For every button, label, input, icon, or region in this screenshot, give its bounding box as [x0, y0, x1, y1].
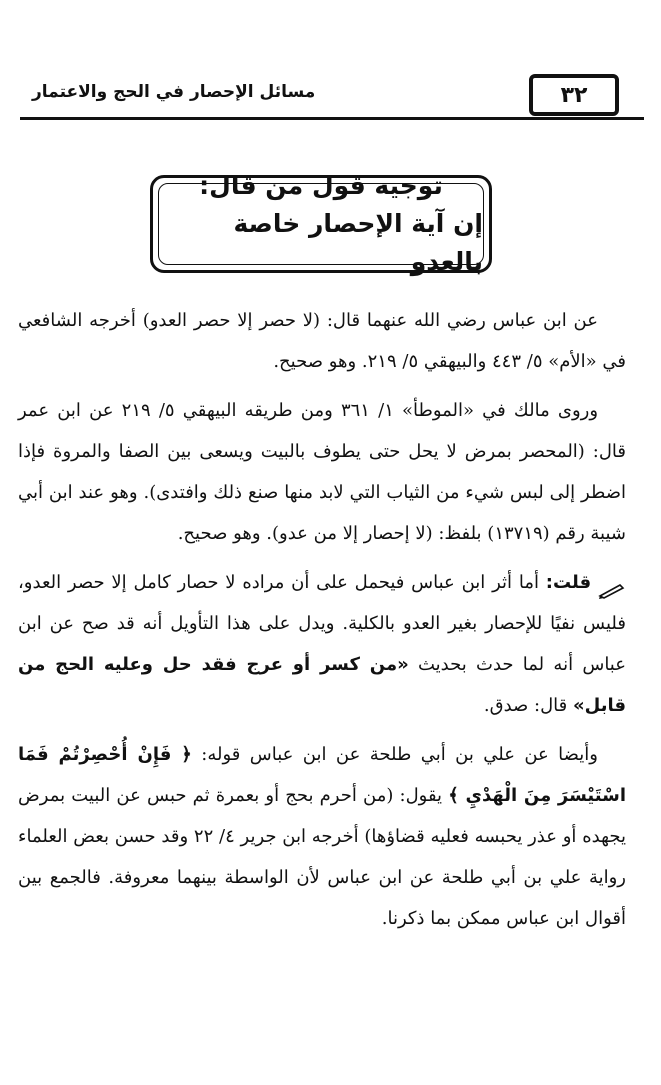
paragraph-2: وروى مالك في «الموطأ» ١/ ٣٦١ ومن طريقه البيهقي ٥/ ٢١٩ عن ابن عمر قال: (المحصر بمرض لا يحل حتى يطوف بالبيت ويسعى بين الصفا والمروة فإذا اضطر إلى لبس شيء من الثياب التي لابد منها صنع ذلك وافتدى). وهو عند ابن أبي شيبة رقم (١٣٧١٩) بلفظ: (لا إحصار إلا من عدو). وهو صحيح.: [18, 400, 626, 544]
paragraph-4-text-a: وأيضا عن علي بن أبي طلحة عن ابن عباس قوله:: [201, 744, 598, 765]
paragraph-3-text-a: أما أثر ابن عباس فيحمل على أن مراده لا حصار كامل إلا حصر العدو، فليس نفيًا للإحصار بغير العدو بالكلية. ويدل على هذا التأويل أنه قد صح عن ابن عباس أنه لما حدث بحديث: [18, 572, 626, 675]
paragraph-1: عن ابن عباس رضي الله عنهما قال: (لا حصر إلا حصر العدو) أخرجه الشافعي في «الأم» ٥/ ٤٤٣ والبيهقي ٥/ ٢١٩. وهو صحيح.: [18, 310, 626, 372]
paragraph-3-text-b: قال: صدق.: [483, 695, 568, 716]
qult-label: قلت:: [545, 572, 592, 593]
pen-icon: [598, 574, 626, 592]
page-number: ٣٢: [529, 74, 619, 116]
running-title: مسائل الإحصار في الحج والاعتمار: [32, 82, 316, 102]
quran-quote: ﴿ فَإِنْ أُحْصِرْتُمْ فَمَا اسْتَيْسَرَ مِنَ الْهَدْيِ ﴾: [18, 744, 626, 806]
header-rule: [20, 117, 644, 120]
section-heading: [158, 171, 484, 276]
paragraph-4: [18, 734, 626, 939]
body-text: [18, 300, 626, 947]
section-heading-box: [150, 171, 492, 276]
page-header: [20, 70, 644, 120]
paragraph-4-text-b: يقول: (من أحرم بحج أو بعمرة ثم حبس عن البيت بمرض يجهده أو عذر يحبسه فعليه قضاؤها) أخرجه ابن جرير ٤/ ٢٢ وقد حسن بعض العلماء رواية علي بن أبي طلحة عن ابن عباس لأن الواسطة بينهما معروفة. فالجمع بين أقوال ابن عباس ممكن بما ذكرنا.: [18, 785, 626, 929]
heading-line-2: إن آية الإحصار خاصة بالعدو: [233, 209, 483, 276]
heading-line-1: توجيه قول من قال:: [199, 171, 443, 200]
paragraph-3: [18, 562, 626, 726]
hadith-quote: «من كسر أو عرج فقد حل وعليه الحج من قابل»: [18, 654, 626, 716]
